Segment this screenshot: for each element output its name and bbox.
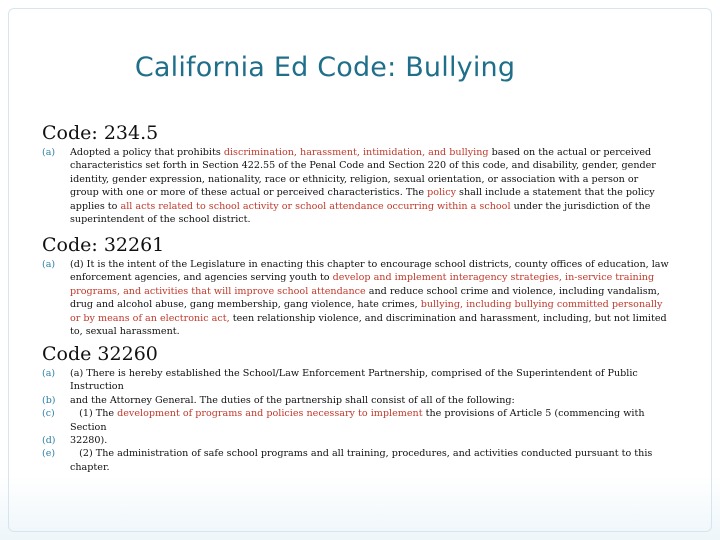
item-text: (1) The development of programs and policies necessary to implement the provisions of Article 5 (commencing with Section [70,408,645,433]
list-item [42,447,682,474]
list-item [42,367,682,394]
list-item [42,258,682,338]
item-text: Adopted a policy that prohibits discrimination, harassment, intimidation, and bullying based on the actual or perceived characteristics set forth in Section 422.55 of the Penal Code and Section 220 of this code, and disability, gender, gender identity, gender expression, nationality, race or ethnicity, religion, sexual orientation, or association with a person or group with one or more of these actual or perceived characteristics. The policy shall include a statement that the policy applies to all acts related to school activity or school attendance occurring within a school under the jurisdiction of the superintendent of the school district. [70,147,656,226]
item-marker: (c) [42,408,55,420]
list-item [42,407,682,434]
item-marker: (b) [42,394,56,406]
section-code-32260 [42,343,682,474]
item-marker: (a) [42,368,56,379]
item-marker: (a) [42,259,56,270]
code-heading: Code: 32261 [42,234,165,256]
item-marker: (e) [42,448,56,460]
item-text: (d) It is the intent of the Legislature in enacting this chapter to encourage school districts, county offices of education, law enforcement agencies, and agencies serving youth to develop and implement interagency strategies, in-service training programs, and activities that will improve school attendance and reduce school crime and violence, including vandalism, drug and alcohol abuse, gang membership, gang violence, hate crimes, bullying, including bullying committed personally or by means of an electronic act, teen relationship violence, and discrimination and harassment, including, but not limited to, sexual harassment. [70,259,669,338]
item-text: 32280). [70,435,108,447]
item-marker: (a) [42,147,56,158]
code-heading: Code 32260 [42,343,158,365]
section-code-32261 [42,234,682,338]
code-heading: Code: 234.5 [42,122,159,144]
item-text: (a) There is hereby established the School/Law Enforcement Partnership, comprised of the Superintendent of Public Instruction [70,368,638,393]
slide-title: California Ed Code: Bullying [134,52,516,83]
item-marker: (d) [42,435,56,447]
list-item [42,146,682,226]
list-item [42,434,682,447]
item-text: (2) The administration of safe school programs and all training, procedures, and activities conducted pursuant to this chapter. [70,448,656,473]
list-item [42,394,682,407]
item-text: and the Attorney General. The duties of the partnership shall consist of all of the following: [70,394,515,406]
section-code-234-5 [42,122,682,226]
